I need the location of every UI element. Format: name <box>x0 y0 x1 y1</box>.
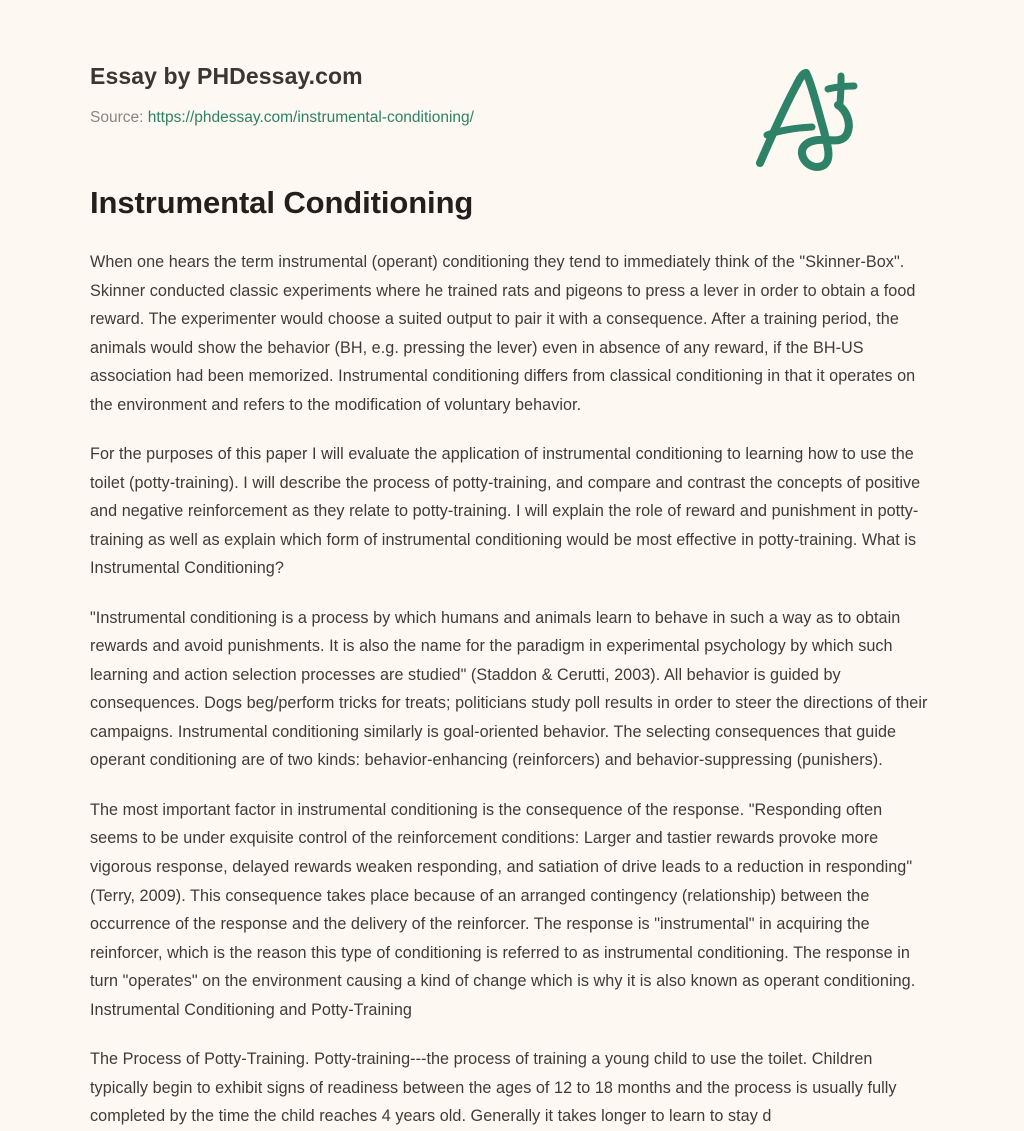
document-header <box>90 0 934 126</box>
source-label: Source: <box>90 108 148 126</box>
page-title: Instrumental Conditioning <box>90 185 474 220</box>
article-body <box>90 221 934 1130</box>
paragraph: "Instrumental conditioning is a process by which humans and animals learn to behave in such a way as to obtain rewards and avoid punishments. It is also the name for the paradigm in experimental psychology by which such learning and action selection processes are studied" (Staddon & Cerutti, 2003). All behavior is guided by consequences. Dogs beg/perform tricks for treats; politicians study poll results in order to steer the directions of their campaigns. Instrumental conditioning similarly is goal-oriented behavior. The selecting consequences that guide operant conditioning are of two kinds: behavior-enhancing (reinforcers) and behavior-suppressing (punishers). <box>90 608 928 770</box>
paragraph: The Process of Potty-Training. Potty-training---the process of training a young child to use the toilet. Children typically begin to exhibit signs of readiness between the ages of 12 to 18 months and the process is usually fully completed by the time the child reaches 4 years old. Generally it takes longer to learn to stay d <box>90 1050 897 1126</box>
paragraph: When one hears the term instrumental (operant) conditioning they tend to immediately think of the "Skinner-Box". Skinner conducted classic experiments where he trained rats and pigeons to press a lever in order to obtain a food reward. The experimenter would choose a suited output to pair it with a consequence. After a training period, the animals would show the behavior (BH, e.g. pressing the lever) even in absence of any reward, if the BH-US association had been memorized. Instrumental conditioning differs from classical conditioning in that it operates on the environment and refers to the modification of voluntary behavior. <box>90 253 916 414</box>
paragraph: For the purposes of this paper I will evaluate the application of instrumental conditioning to learning how to use the toilet (potty-training). I will describe the process of potty-training, and compare and contrast the concepts of positive and negative reinforcement as they relate to potty-training. I will explain the role of reward and punishment in potty-training as well as explain which form of instrumental conditioning would be most effective in potty-training. What is Instrumental Conditioning? <box>90 445 921 578</box>
source-url-link[interactable]: https://phdessay.com/instrumental-conditioning/ <box>147 108 474 126</box>
paragraph: The most important factor in instrumental conditioning is the consequence of the response. "Responding often seems to be under exquisite control of the reinforcement conditions: Larger and tastier rewards provoke more vigorous response, delayed rewards weaken responding, and satiation of drive leads to a reduction in responding" (Terry, 2009). This consequence takes place because of an arranged contingency (relationship) between the occurrence of the response and the delivery of the reinforcer. The response is "instrumental" in acquiring the reinforcer, which is the reason this type of conditioning is referred to as instrumental conditioning. The response in turn "operates" on the environment causing a kind of change which is why it is also known as operant conditioning. Instrumental Conditioning and Potty-Training <box>90 800 916 1019</box>
source-line <box>90 108 934 128</box>
brand-line: Essay by PHDessay.com <box>90 63 363 89</box>
